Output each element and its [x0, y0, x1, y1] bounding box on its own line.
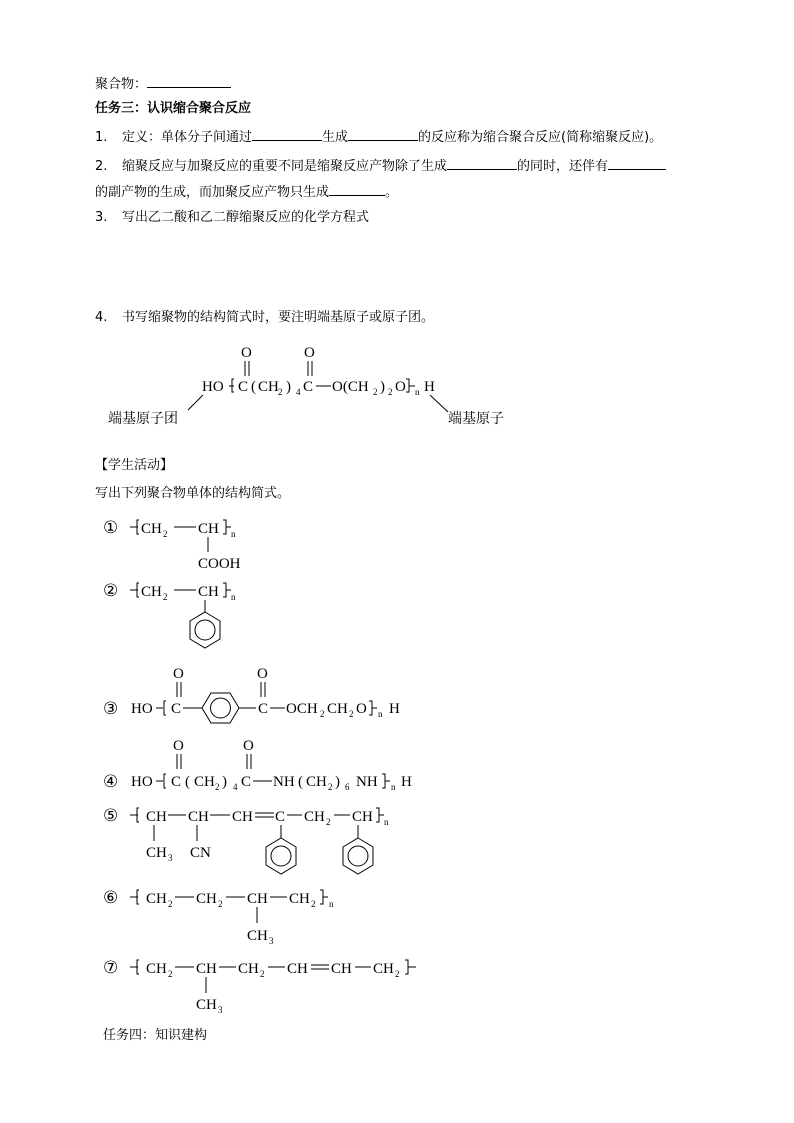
ch: CH	[196, 961, 217, 977]
sub: 2	[215, 782, 220, 792]
ch: CH	[331, 961, 352, 977]
ch2: CH	[373, 961, 394, 977]
formula-number: ①	[103, 518, 119, 538]
ch: CH	[232, 809, 253, 825]
item-text: 生成	[322, 130, 349, 145]
paren: (	[251, 379, 256, 395]
ch2: CH	[306, 774, 327, 790]
ch: CH	[247, 891, 268, 907]
paren: )	[380, 379, 385, 395]
item-text: 定义：单体分子间通过	[122, 130, 253, 145]
ch: CH	[198, 584, 219, 600]
ch3: CH	[247, 928, 268, 944]
carbonyl-o: O	[173, 738, 184, 754]
task3-heading: 任务三：认识缩合聚合反应	[95, 101, 252, 116]
carbonyl-o: O	[257, 666, 268, 682]
sub: 2	[349, 709, 354, 719]
paren: )	[286, 379, 291, 395]
item-text: 书写缩聚物的结构简式时，要注明端基原子或原子团。	[122, 310, 435, 325]
item-text: 的同时，还伴有	[517, 159, 609, 174]
sub: 2	[163, 529, 168, 539]
ch3: CH	[196, 997, 217, 1013]
cn-group: CN	[190, 845, 211, 861]
item-num: 1.	[95, 130, 108, 145]
ch2: CH	[146, 891, 167, 907]
sub: 2	[326, 817, 331, 827]
carbon: C	[171, 701, 182, 717]
n-subscript: n	[329, 899, 334, 909]
ch2: CH	[304, 809, 325, 825]
n-subscript: n	[391, 782, 396, 792]
end-atom-label: 端基原子	[448, 411, 504, 427]
n-subscript: n	[384, 817, 389, 827]
sub: 2	[320, 709, 325, 719]
ch: CH	[352, 809, 373, 825]
n-subscript: n	[378, 709, 383, 719]
formula-number: ③	[103, 699, 119, 719]
task4-heading: 任务四：知识建构	[103, 1028, 208, 1043]
item-num: 2.	[95, 159, 108, 174]
carbon: C	[241, 774, 252, 790]
ch2: CH	[196, 891, 217, 907]
och2: OCH	[286, 701, 318, 717]
ch2: CH	[289, 891, 310, 907]
ch: CH	[146, 809, 167, 825]
sub: 2	[388, 387, 393, 397]
ch-group: CH	[258, 379, 279, 395]
h-atom: H	[424, 379, 435, 395]
paren: )	[335, 774, 340, 790]
nh: NH	[356, 774, 378, 790]
polymer-label: 聚合物：	[95, 77, 148, 92]
carbon: C	[275, 809, 286, 825]
ch2: CH	[238, 961, 259, 977]
paren: )	[222, 774, 227, 790]
sub: 2	[260, 969, 265, 979]
n-subscript: n	[415, 387, 420, 397]
carbonyl-o: O	[241, 345, 252, 361]
formula-number: ②	[103, 581, 119, 601]
ch: CH	[188, 809, 209, 825]
formula-number: ⑥	[103, 888, 119, 908]
formula-number: ⑦	[103, 958, 119, 978]
carbon: C	[303, 379, 314, 395]
carbonyl-o: O	[173, 666, 184, 682]
ho-group: HO	[131, 774, 153, 790]
item-text: 。	[385, 185, 399, 200]
sub: 2	[395, 969, 400, 979]
ch2: CH	[146, 961, 167, 977]
paren: (	[185, 774, 190, 790]
formula-number: ⑤	[103, 806, 119, 826]
h-atom: H	[401, 774, 412, 790]
sub: 6	[345, 782, 350, 792]
item-text: 缩聚反应与加聚反应的重要不同是缩聚反应产物除了生成	[122, 159, 448, 174]
cooh: COOH	[198, 556, 241, 572]
sub: 2	[163, 592, 168, 602]
n-subscript: n	[231, 529, 236, 539]
carbon: C	[258, 701, 269, 717]
sub: 2	[373, 387, 378, 397]
ho-group: HO	[202, 379, 224, 395]
sub: 2	[278, 387, 283, 397]
item-text: 的副产物的生成，而加聚反应产物只生成	[95, 185, 330, 200]
formula-number: ④	[103, 772, 119, 792]
sub: 4	[296, 387, 301, 397]
nh: NH	[273, 774, 295, 790]
item-num: 4.	[95, 310, 108, 325]
sub: 4	[233, 782, 238, 792]
ch2: CH	[327, 701, 348, 717]
ch2: CH	[141, 584, 162, 600]
end-group-label: 端基原子团	[108, 411, 178, 427]
item-num: 3.	[95, 210, 108, 225]
sub: 2	[168, 969, 173, 979]
ch: CH	[287, 961, 308, 977]
activity-instruction: 写出下列聚合物单体的结构简式。	[95, 486, 291, 501]
n-subscript: n	[231, 592, 236, 602]
ch: CH	[198, 521, 219, 537]
ch2: CH	[141, 521, 162, 537]
activity-heading: 【学生活动】	[95, 458, 174, 473]
item-text: 写出乙二酸和乙二醇缩聚反应的化学方程式	[122, 210, 370, 225]
o-ch-group: O(CH	[332, 379, 369, 395]
item-text: 的反应称为缩合聚合反应(简称缩聚反应)。	[418, 130, 663, 145]
paren: (	[298, 774, 303, 790]
sub: 3	[168, 853, 173, 863]
sub: 2	[311, 899, 316, 909]
carbonyl-o: O	[243, 738, 254, 754]
ho-group: HO	[131, 701, 153, 717]
sub: 2	[328, 782, 333, 792]
sub: 2	[168, 899, 173, 909]
sub: 3	[218, 1005, 223, 1015]
ch3: CH	[146, 845, 167, 861]
carbon: C	[171, 774, 182, 790]
h-atom: H	[389, 701, 400, 717]
carbon: C	[238, 379, 249, 395]
sub: 2	[218, 899, 223, 909]
oxygen: O	[356, 701, 367, 717]
ch2: CH	[194, 774, 215, 790]
carbonyl-o: O	[304, 345, 315, 361]
sub: 3	[269, 936, 274, 946]
oxygen: O	[395, 379, 406, 395]
